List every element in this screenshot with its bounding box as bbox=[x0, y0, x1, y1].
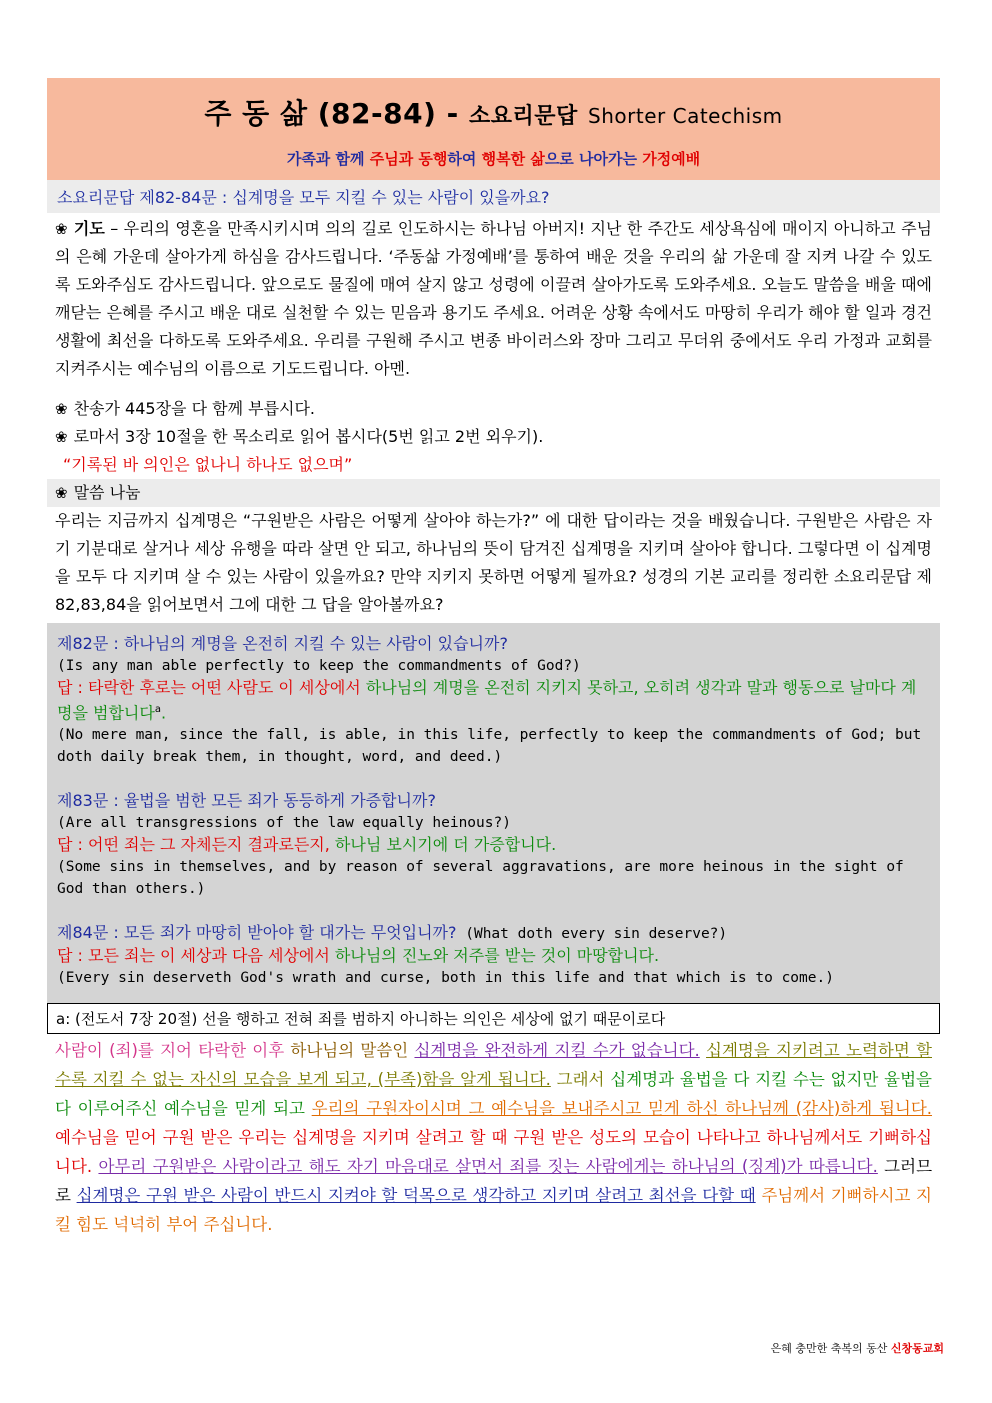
sharing-header bbox=[47, 479, 940, 507]
answer-82-end: . bbox=[160, 703, 167, 723]
footnote-marker: a bbox=[154, 704, 161, 715]
answer-84 bbox=[57, 945, 930, 967]
closing-segment: 그러므로 bbox=[55, 1157, 933, 1206]
answer-83 bbox=[57, 834, 930, 856]
title-sub: 소요리문답 bbox=[469, 104, 578, 129]
question-82-english: (Is any man able perfectly to keep the commandments of God?) bbox=[57, 658, 581, 674]
footnote-box bbox=[47, 1003, 940, 1034]
tagline-segment: 주님과 동행 bbox=[369, 150, 448, 168]
closing-segment: 예수님을 믿어 구원 받은 우리는 십계명을 지키며 살려고 할 때 구원 받은 성도의 모습이 나타나고 하나님께서도 기뻐하십니다. bbox=[55, 1128, 932, 1177]
question-84-line bbox=[57, 922, 930, 945]
answer-83-body: 하나님 보시기에 더 가증합니다. bbox=[334, 835, 557, 855]
page-title bbox=[47, 92, 940, 132]
question-82: 제82문 : 하나님의 계명을 온전히 지킬 수 있는 사람이 있습니까? bbox=[57, 634, 508, 653]
flower-bullet-icon: ❀ bbox=[55, 484, 68, 502]
flower-bullet-icon: ❀ bbox=[55, 220, 68, 238]
answer-82-lead: 답 : 타락한 후로는 어떤 사람도 이 세상에서 bbox=[57, 678, 366, 697]
tagline-segment: 가족과 함께 bbox=[286, 150, 370, 168]
tagline bbox=[47, 148, 940, 169]
closing-segment: 십계명을 완전하게 지킬 수가 없습니다. bbox=[414, 1041, 700, 1061]
question-84: 제84문 : 모든 죄가 마땅히 받아야 할 대가는 무엇입니까? bbox=[57, 923, 457, 943]
sharing-label: 말씀 나눔 bbox=[73, 483, 141, 502]
sharing-text: 우리는 지금까지 십계명은 “구원받은 사람은 어떻게 살아야 하는가?” 에 대한 답이라는 것을 배웠습니다. 구원받은 사람은 자기 기분대로 살거나 세상 유행을 따라 살면 안 되고, 하나님의 뜻이 담겨진 십계명을 지키며 살아야 합니다. 그렇다면 이 십계명을 모두 다 지키며 살 수 있는 사람이 있을까요? 만약 지키지 못하면 어떻게 될까요? 성경의 기본 교리를 정리한 소요리문답 제82,83,84을 읽어보면서 그에 대한 그 답을 알아볼까요? bbox=[55, 511, 932, 614]
sharing-body bbox=[47, 507, 940, 619]
prayer-text: – 우리의 영혼을 만족시키시며 의의 길로 인도하시는 하나님 아버지! 지난 한 주간도 세상욕심에 매이지 아니하고 주님의 은혜 가운데 살아가게 하심을 감사드립니다. ‘주동삶 가정예배’를 통하여 배운 것을 우리의 삶 가운데 잘 지켜 나갈 수 있도록 도와주심도 감사드립니다. 앞으로도 물질에 매여 살지 않고 성령에 이끌려 살아가도록 도와주세요. 오늘도 말씀을 배울 때에 깨닫는 은혜를 주시고 배운 대로 실천할 수 있는 믿음과 용기도 주세요. 어려운 상황 속에서도 마땅히 우리가 해야 할 일과 경건생활에 최선을 다하도록 도와주세요. 우리를 구원해 주시고 변종 바이러스와 장마 그리고 무더위 중에서도 우리 가정과 교회를 지켜주시는 예수님의 이름으로 기도드립니다. 아멘. bbox=[55, 219, 932, 378]
closing-segment: 사람이 (죄)를 지어 타락한 이후 bbox=[55, 1041, 291, 1061]
answer-82 bbox=[57, 677, 930, 724]
verse-text: “기록된 바 의인은 없나니 하나도 없으며” bbox=[63, 455, 353, 474]
title-english: Shorter Catechism bbox=[588, 104, 783, 128]
prayer-section bbox=[47, 215, 940, 383]
answer-84-body: 하나님의 진노와 저주를 받는 것이 마땅합니다. bbox=[334, 946, 660, 966]
question-83: 제83문 : 율법을 범한 모든 죄가 동등하게 가증합니까? bbox=[57, 791, 436, 811]
reading-text: 로마서 3장 10절을 한 목소리로 읽어 봅시다(5번 읽고 2번 외우기). bbox=[73, 427, 544, 446]
footer bbox=[771, 1340, 944, 1356]
answer-82-english: (No mere man, since the fall, is able, in this life, perfectly to keep the commandments of God; but doth daily break them, in thought, word, and deed.) bbox=[57, 727, 922, 766]
reading-line bbox=[47, 423, 940, 451]
answer-83-english: (Some sins in themselves, and by reason of several aggravations, are more heinous in the sight of God than others.) bbox=[57, 859, 904, 898]
closing-segment: 그래서 bbox=[550, 1070, 611, 1090]
closing-segment: 십계명과 율법을 다 지킬 수는 없지만 율법을 다 이루어주신 예수님을 믿게 되고 bbox=[55, 1070, 932, 1119]
header-banner bbox=[47, 78, 940, 180]
answer-84-lead: 답 : 모든 죄는 이 세상과 다음 세상에서 bbox=[57, 946, 335, 966]
tagline-segment: 하여 bbox=[447, 150, 482, 168]
closing-segment: 주님께서 기뻐하시고 지킬 힘도 넉넉히 부어 주십니다. bbox=[55, 1186, 932, 1235]
closing-segment: 아무리 구원받은 사람이라고 해도 자기 마음대로 살면서 죄를 짓는 사람에게는 하나님의 (징계)가 따릅니다. bbox=[98, 1157, 878, 1177]
closing-paragraph bbox=[47, 1034, 940, 1241]
church-name: 신창동교회 bbox=[890, 1342, 944, 1355]
prayer-label: 기도 bbox=[73, 219, 105, 238]
catechism-box bbox=[47, 623, 940, 1003]
worship-sheet bbox=[47, 78, 940, 1241]
title-main: 주 동 삶 (82-84) - bbox=[204, 97, 459, 130]
topic-text: 소요리문답 제82-84문 : 십계명을 모두 지킬 수 있는 사람이 있을까요? bbox=[57, 188, 550, 207]
question-84-english: (What doth every sin deserve?) bbox=[456, 926, 728, 943]
answer-82-body: 하나님의 계명을 온전히 지키지 못하고, 오히려 생각과 말과 행동으로 날마다 계명을 범합니다 bbox=[57, 678, 917, 723]
closing-segment: 우리의 구원자이시며 그 예수님을 보내주시고 믿게 하신 하나님께 (감사)하게 됩니다. bbox=[311, 1099, 933, 1119]
tagline-segment: 행복한 삶 bbox=[481, 150, 545, 168]
tagline-segment: 으로 나아가는 bbox=[544, 150, 643, 168]
question-83-english: (Are all transgressions of the law equally heinous?) bbox=[57, 815, 511, 832]
closing-segment: 십계명은 구원 받은 사람이 반드시 지켜야 할 덕목으로 생각하고 지키며 살려고 최선을 다할 때 bbox=[76, 1186, 756, 1206]
flower-bullet-icon: ❀ bbox=[55, 428, 68, 446]
answer-83-lead: 답 : 어떤 죄는 그 자체든지 결과로든지, bbox=[57, 835, 335, 855]
topic-band bbox=[47, 180, 940, 213]
closing-segment: 십계명을 지키려고 노력하면 할수록 지킬 수 없는 자신의 모습을 보게 되고, (부족)함을 알게 됩니다. bbox=[55, 1041, 932, 1090]
flower-bullet-icon: ❀ bbox=[55, 400, 68, 418]
footer-text: 은혜 충만한 축복의 동산 bbox=[770, 1342, 891, 1355]
hymn-line bbox=[47, 395, 940, 423]
tagline-segment: 가정예배 bbox=[642, 150, 701, 168]
closing-segment: 하나님의 말씀인 bbox=[290, 1041, 415, 1061]
answer-84-english: (Every sin deserveth God's wrath and curse, both in this life and that which is to come.) bbox=[57, 970, 834, 987]
verse-line bbox=[47, 451, 940, 479]
hymn-text: 찬송가 445장을 다 함께 부릅시다. bbox=[73, 399, 316, 418]
footnote-text: a: (전도서 7장 20절) 선을 행하고 전혀 죄를 범하지 아니하는 의인은 세상에 없기 때문이로다 bbox=[56, 1010, 666, 1029]
